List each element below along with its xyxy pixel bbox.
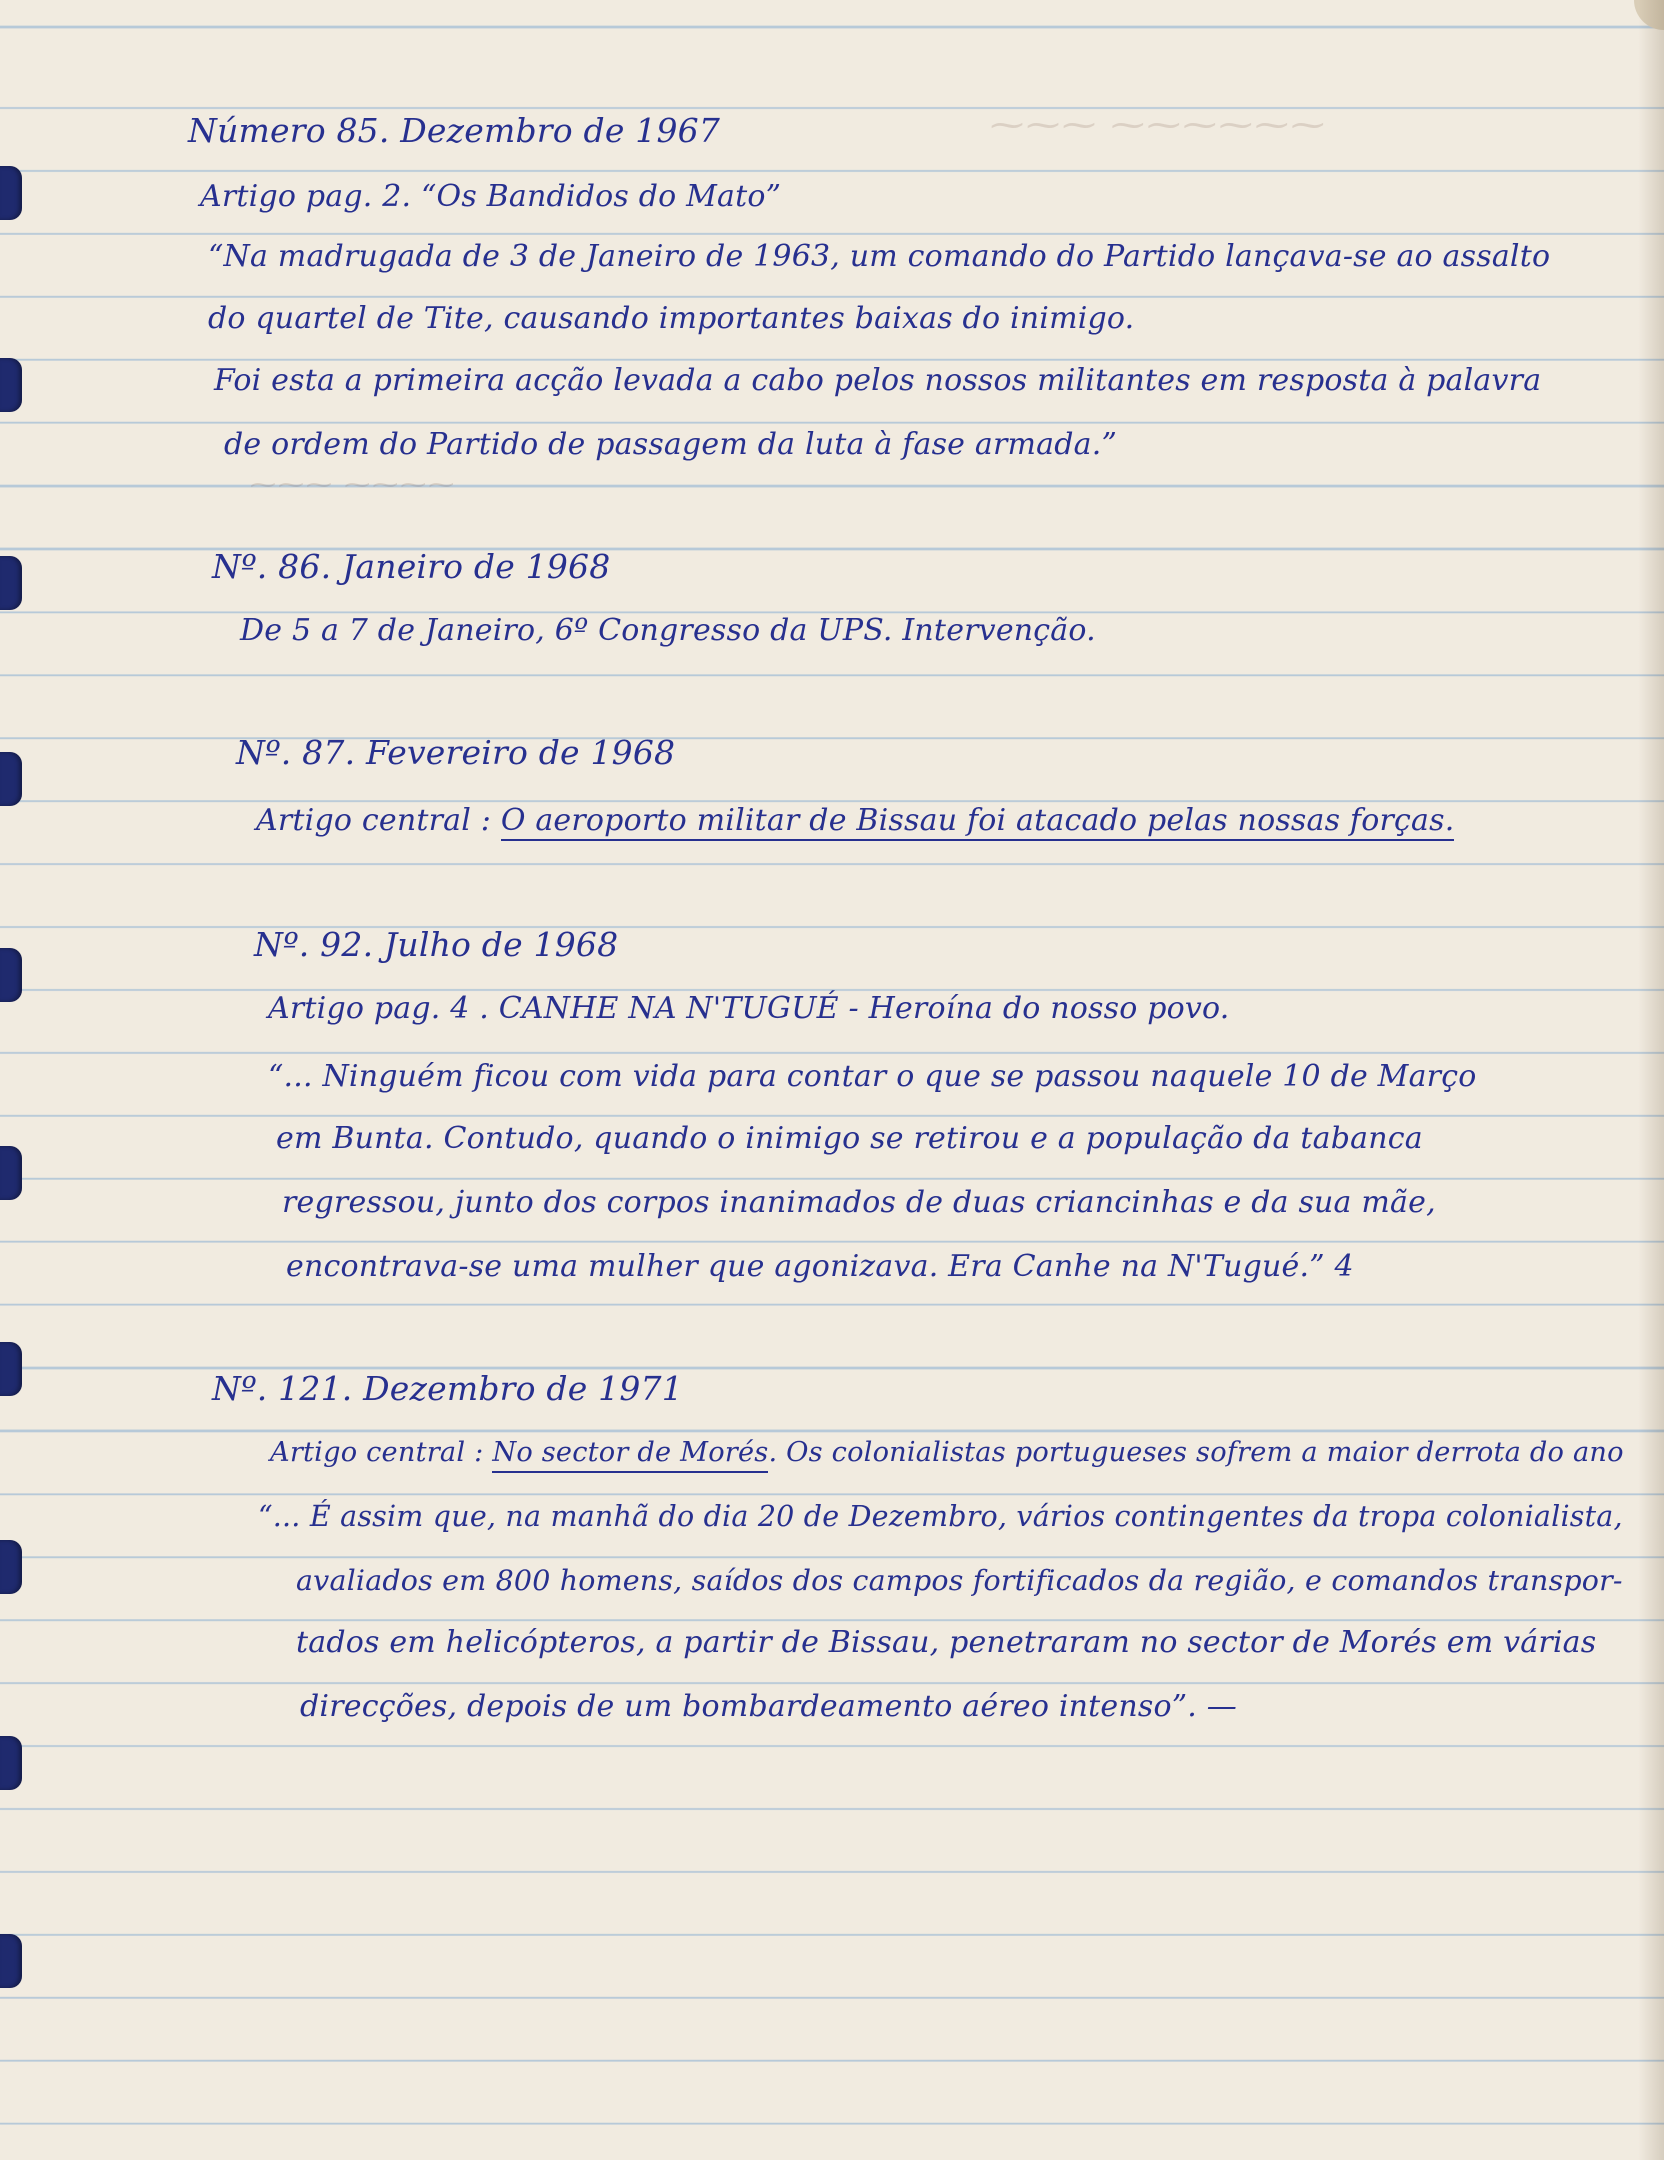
binder-hole — [0, 1342, 22, 1396]
binder-hole — [0, 1146, 22, 1200]
entry-line: encontrava-se uma mulher que agonizava. Era Canhe na N'Tugué.” 4 — [286, 1249, 1354, 1284]
entry-line: em Bunta. Contudo, quando o inimigo se retirou e a população da tabanca — [276, 1121, 1423, 1156]
entry-line: Foi esta a primeira acção levada a cabo pelos nossos militantes em resposta à palavra — [214, 363, 1542, 398]
article-label: Artigo central : — [256, 803, 492, 838]
article-subtitle: . Os colonialistas portugueses sofrem a maior derrota do ano — [768, 1437, 1624, 1468]
entry-heading: Nº. 92. Julho de 1968 — [254, 925, 619, 964]
entry-line: De 5 a 7 de Janeiro, 6º Congresso da UPS. Intervenção. — [240, 613, 1096, 648]
binder-hole — [0, 556, 22, 610]
entry-heading: Nº. 86. Janeiro de 1968 — [212, 547, 611, 586]
entry-line: de ordem do Partido de passagem da luta à fase armada.” — [224, 427, 1117, 462]
entry-line — [270, 1422, 1624, 1484]
underlined-title: No sector de Morés — [492, 1436, 768, 1473]
entry-line: “... É assim que, na manhã do dia 20 de Dezembro, vários contingentes da tropa colonialista, — [258, 1500, 1623, 1533]
binder-hole — [0, 166, 22, 220]
binder-hole — [0, 948, 22, 1002]
bleed-through-marks: ⁓⁓⁓ ⁓⁓⁓⁓⁓⁓ — [990, 105, 1327, 145]
page-corner — [1634, 0, 1664, 30]
entry-line: tados em helicópteros, a partir de Bissau, penetraram no sector de Morés em várias — [296, 1625, 1597, 1660]
entry-line — [256, 790, 1454, 852]
entry-line: avaliados em 800 homens, saídos dos campos fortificados da região, e comandos transpor- — [296, 1564, 1623, 1597]
entry-heading: Nº. 121. Dezembro de 1971 — [212, 1369, 683, 1408]
entry-line: direcções, depois de um bombardeamento aéreo intenso”. — — [300, 1689, 1237, 1724]
article-label: Artigo central : — [270, 1437, 484, 1468]
binder-hole — [0, 752, 22, 806]
binder-hole — [0, 1934, 22, 1988]
entry-line: do quartel de Tite, causando importantes baixas do inimigo. — [208, 301, 1135, 336]
underlined-title: O aeroporto militar de Bissau foi atacado pelas nossas forças. — [501, 804, 1455, 841]
entry-heading: Nº. 87. Fevereiro de 1968 — [236, 733, 676, 772]
entry-line: Artigo pag. 2. “Os Bandidos do Mato” — [200, 179, 782, 214]
entry-line: “Na madrugada de 3 de Janeiro de 1963, um comando do Partido lançava-se ao assalto — [208, 239, 1551, 274]
bleed-through-marks: ⁓⁓⁓ ⁓⁓⁓⁓ — [250, 470, 457, 500]
entry-line: Artigo pag. 4 . CANHE NA N'TUGUÉ - Heroína do nosso povo. — [268, 991, 1230, 1026]
entry-line: regressou, junto dos corpos inanimados de duas criancinhas e da sua mãe, — [282, 1185, 1436, 1220]
binder-hole — [0, 358, 22, 412]
binder-hole — [0, 1736, 22, 1790]
binder-hole — [0, 1540, 22, 1594]
entry-line: “... Ninguém ficou com vida para contar o que se passou naquele 10 de Março — [268, 1059, 1477, 1094]
entry-heading: Número 85. Dezembro de 1967 — [188, 111, 721, 150]
